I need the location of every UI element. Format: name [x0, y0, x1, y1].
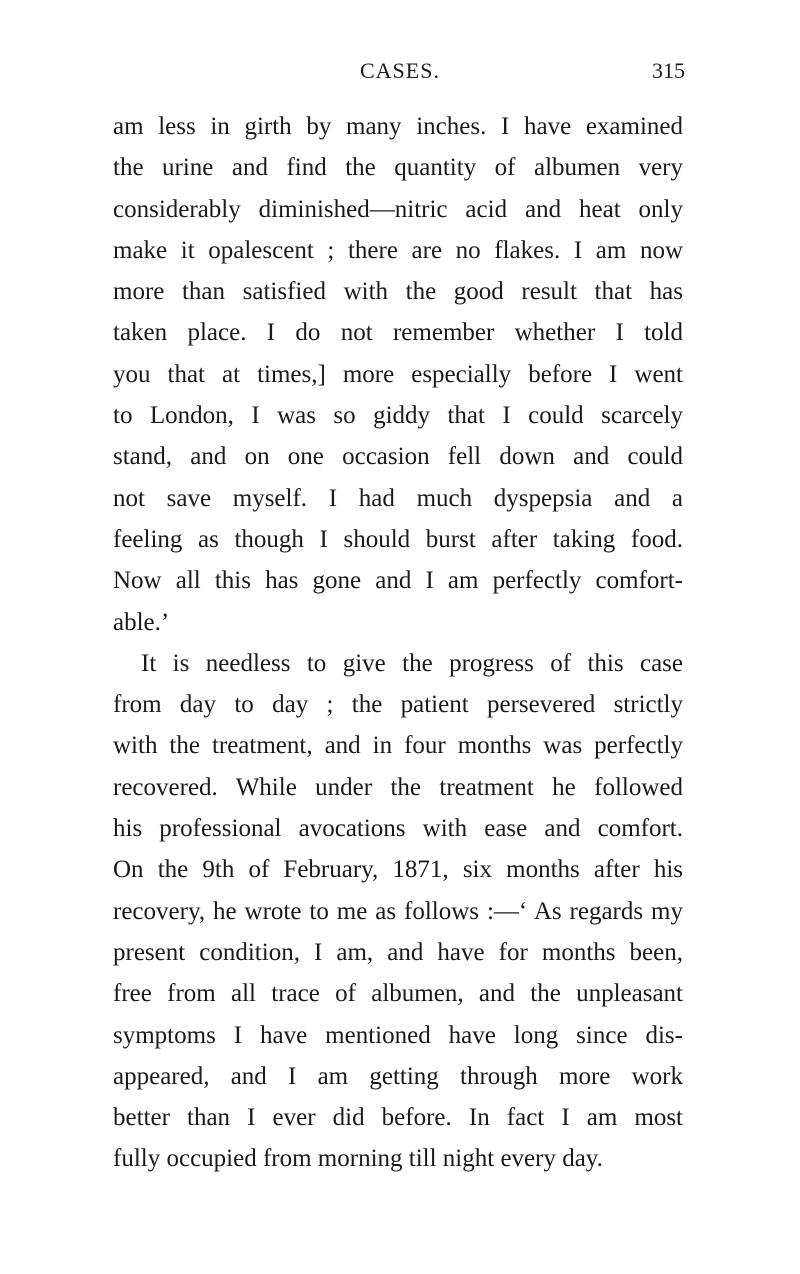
- text-line: Now all this has gone and I am perfectly comfort-: [113, 567, 683, 595]
- text-line: recovered. While under the treatment he followed: [113, 773, 683, 801]
- text-line: the urine and find the quantity of albumen very: [113, 154, 683, 182]
- text-line: stand, and on one occasion fell down and could: [113, 443, 683, 471]
- paragraph-1: [113, 106, 683, 643]
- text-line: On the 9th of February, 1871, six months after his: [113, 856, 683, 884]
- text-line: present condition, I am, and have for months been,: [113, 938, 683, 966]
- text-line: not save myself. I had much dyspepsia and a: [113, 484, 683, 512]
- text-line: symptoms I have mentioned have long since dis-: [113, 1021, 683, 1049]
- page-number: 315: [652, 58, 685, 83]
- text-line: am less in girth by many inches. I have examined: [113, 113, 683, 140]
- text-line: to London, I was so giddy that I could scarcely: [113, 402, 683, 430]
- text-line: feeling as though I should burst after taking food.: [113, 525, 683, 553]
- running-head: [0, 58, 800, 88]
- paragraph-2: [113, 643, 683, 1180]
- text-line: able.’: [113, 608, 170, 636]
- text-line: his professional avocations with ease and comfort.: [113, 815, 683, 843]
- text-line: free from all trace of albumen, and the unpleasant: [113, 980, 683, 1008]
- body-text: [113, 106, 683, 1180]
- text-line: It is needless to give the progress of this case: [141, 649, 683, 677]
- text-line: recovery, he wrote to me as follows :—‘ As regards my: [113, 897, 683, 925]
- text-line: appeared, and I am getting through more work: [113, 1062, 683, 1090]
- text-line: make it opalescent ; there are no flakes. I am now: [113, 236, 683, 264]
- text-line: taken place. I do not remember whether I told: [113, 319, 683, 347]
- text-line: with the treatment, and in four months was perfectly: [113, 732, 683, 760]
- text-line: you that at times,] more especially before I went: [113, 360, 683, 388]
- running-head-title: CASES.: [360, 58, 440, 83]
- text-line: better than I ever did before. In fact I am most: [113, 1104, 683, 1132]
- text-line: more than satisfied with the good result that has: [113, 278, 683, 306]
- text-line: from day to day ; the patient persevered strictly: [113, 691, 683, 719]
- text-line: considerably diminished—nitric acid and heat only: [113, 195, 683, 223]
- text-line: fully occupied from morning till night every day.: [113, 1145, 603, 1173]
